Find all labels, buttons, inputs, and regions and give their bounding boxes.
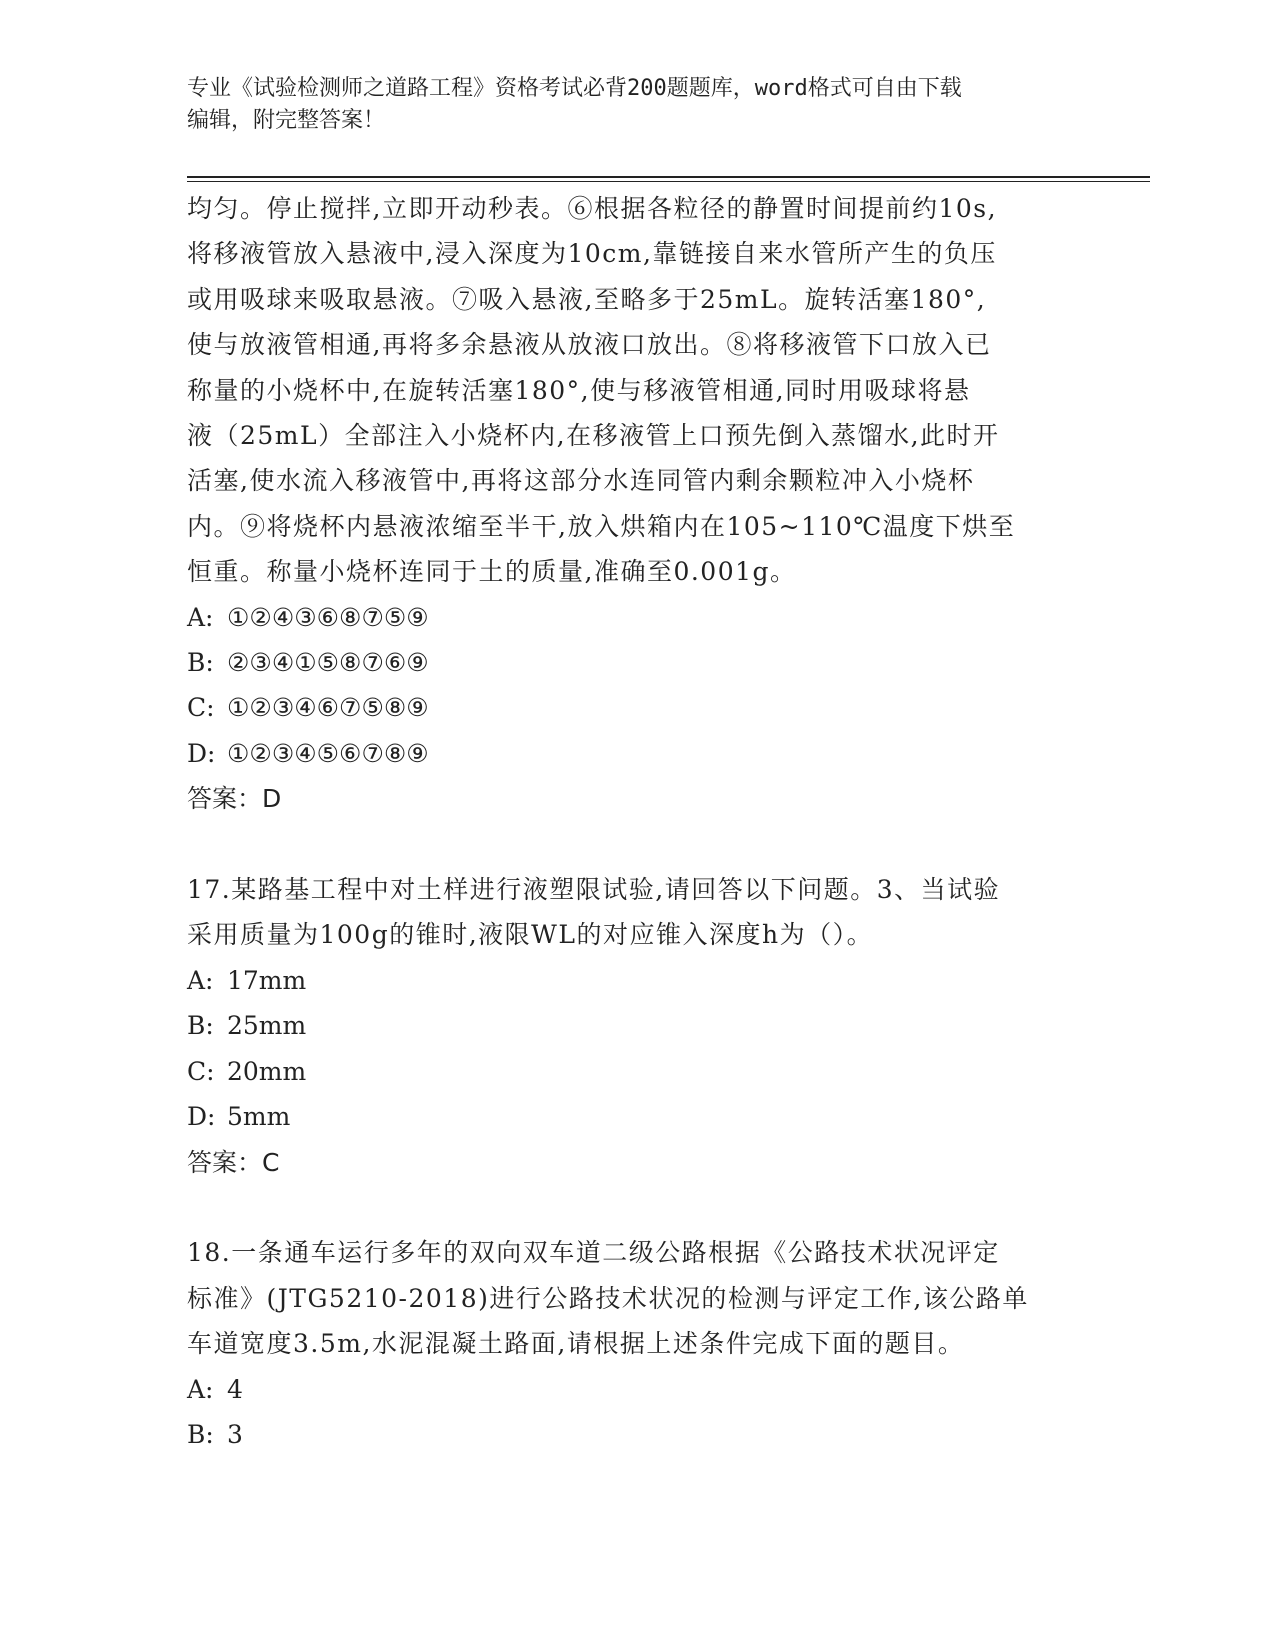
question-16-line-5: 称量的小烧杯中,在旋转活塞180°,使与移液管相通,同时用吸球将悬 — [187, 375, 971, 405]
question-16-option-d — [187, 731, 1087, 776]
question-16-option-b — [187, 640, 1087, 685]
document-body — [187, 186, 1087, 1457]
question-16 — [187, 186, 1087, 822]
question-17-answer: 答案：C — [187, 1147, 280, 1177]
spacer — [187, 1185, 1087, 1230]
option-letter: A: — [187, 602, 214, 632]
question-18-line-1: 18.一条通车运行多年的双向双车道二级公路根据《公路技术状况评定 — [187, 1238, 1000, 1268]
header-divider — [187, 176, 1150, 182]
option-letter: C: — [187, 693, 215, 723]
question-16-line-8: 内。⑨将烧杯内悬液浓缩至半干,放入烘箱内在105~110℃温度下烘至 — [187, 511, 1016, 541]
option-letter: B: — [187, 1011, 214, 1041]
question-18-option-b — [187, 1412, 1087, 1457]
question-16-line-2: 将移液管放入悬液中,浸入深度为10cm,靠链接自来水管所产生的负压 — [187, 239, 997, 269]
question-18-line-2: 标准》(JTG5210-2018)进行公路技术状况的检测与评定工作,该公路单 — [187, 1283, 1029, 1313]
question-17-option-d — [187, 1094, 1087, 1139]
option-letter: D: — [187, 738, 216, 768]
question-16-option-a — [187, 595, 1087, 640]
question-16-option-c — [187, 685, 1087, 730]
option-text: 3 — [227, 1419, 243, 1449]
option-text: 4 — [227, 1374, 243, 1404]
question-16-line-4: 使与放液管相通,再将多余悬液从放液口放出。⑧将移液管下口放入已 — [187, 330, 992, 360]
header-title-line-2: 编辑，附完整答案！ — [187, 108, 386, 133]
question-18 — [187, 1230, 1087, 1457]
question-16-line-9: 恒重。称量小烧杯连同于土的质量,准确至0.001g。 — [187, 557, 797, 587]
option-text: ②③④①⑤⑧⑦⑥⑨ — [227, 648, 429, 678]
option-text: 25mm — [227, 1011, 307, 1041]
option-letter: A: — [187, 1374, 214, 1404]
question-17-option-c — [187, 1049, 1087, 1094]
option-text: ①②③④⑤⑥⑦⑧⑨ — [227, 738, 429, 768]
option-text: ①②③④⑥⑦⑤⑧⑨ — [227, 693, 429, 723]
question-17-option-b — [187, 1003, 1087, 1048]
question-16-line-7: 活塞,使水流入移液管中,再将这部分水连同管内剩余颗粒冲入小烧杯 — [187, 466, 975, 496]
question-18-line-3: 车道宽度3.5m,水泥混凝土路面,请根据上述条件完成下面的题目。 — [187, 1329, 965, 1359]
question-17-option-a — [187, 958, 1087, 1003]
question-17-line-2: 采用质量为100g的锥时,液限WL的对应锥入深度h为（）。 — [187, 920, 874, 950]
option-letter: B: — [187, 648, 214, 678]
spacer — [187, 822, 1087, 867]
option-letter: D: — [187, 1102, 216, 1132]
question-17 — [187, 867, 1087, 1185]
option-text: 5mm — [227, 1102, 291, 1132]
header-title-line-1: 专业《试验检测师之道路工程》资格考试必背200题题库，word格式可自由下载 — [187, 76, 962, 101]
option-text: 20mm — [227, 1056, 307, 1086]
option-text: ①②④③⑥⑧⑦⑤⑨ — [227, 602, 429, 632]
option-letter: B: — [187, 1419, 214, 1449]
option-letter: C: — [187, 1056, 215, 1086]
question-16-line-3: 或用吸球来吸取悬液。⑦吸入悬液,至略多于25mL。旋转活塞180°, — [187, 284, 987, 314]
question-16-line-6: 液（25mL）全部注入小烧杯内,在移液管上口预先倒入蒸馏水,此时开 — [187, 421, 1000, 451]
page-header — [187, 73, 1087, 137]
option-letter: A: — [187, 965, 214, 995]
question-16-answer: 答案：D — [187, 784, 282, 814]
question-18-option-a — [187, 1367, 1087, 1412]
question-17-line-1: 17.某路基工程中对土样进行液塑限试验,请回答以下问题。3、当试验 — [187, 875, 1001, 905]
question-16-line-1: 均匀。停止搅拌,立即开动秒表。⑥根据各粒径的静置时间提前约10s, — [187, 194, 998, 223]
option-text: 17mm — [227, 965, 307, 995]
